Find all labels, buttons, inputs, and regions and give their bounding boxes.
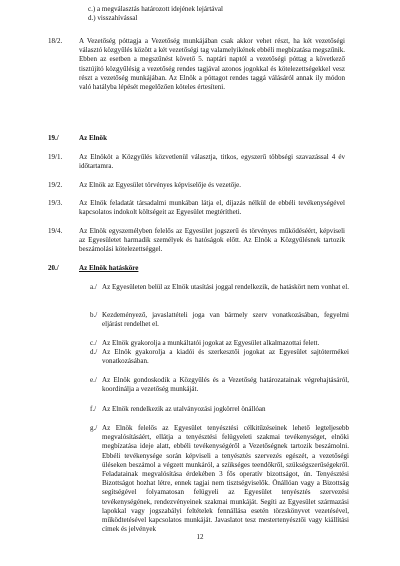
sub-letter: f./ <box>90 405 97 413</box>
sub-text: Kezdeményező, javaslattételi joga van bármely szerv vonatkozásában, fegyelmi eljárást rendelhet el. <box>102 311 349 329</box>
section-number: 20./ <box>48 264 59 272</box>
list-text: a megválasztás határozott idejének lejártával <box>97 5 224 13</box>
sub-text: Az Elnök felelős az Egyesület tenyésztési célkitűzéseinek lehető legteljesebb megvalósításáért, ellátja a tenyésztési felügyeleti szakmai tevékenységet, elnöki megbízatása ideje alatt, ebbéli tevékenységéről a Vezetőségnek tartozik beszámolni. Ebbéli tevékenysége során képviseli a tenyésztés szervezés egészét, a vezetőségi üléseken beszámol a végzett munkáról, a szükséges teendőkről, szükségszerűségekről. Feladatainak megvalósítása érdekében 3 fős operatív bizottságot, ún. Tenyésztési Bizottságot hozhat létre, ennek tagjai nem tisztségviselők. Önállóan vagy a Bizottság segítségével folyamatosan felügyeli az Egyesület tenyésztés szervezési tevékenységének, rendezvényeinek szakmai munkáját. Segíti az Egyesület származási lapokkal vagy jogszabályi feltételek fennállása esetén törzskönyvet vezetésével, működtetésével kapcsolatos munkáját. Javaslatot tesz mestertenyésztői vagy kiállítási címek és jelvények <box>102 424 349 534</box>
sub-letter: d./ <box>90 348 98 356</box>
paragraph-text: Az Elnök feladatát társadalmi munkában látja el, díjazás nélkül de ebbéli tevékenységével kapcsolatos indokolt költségeit az Egyesület megtérítheti. <box>79 199 345 217</box>
sub-letter: g./ <box>90 424 98 432</box>
section-title: Az Elnök hatásköre <box>79 264 139 272</box>
paragraph-text: Az Elnök egyszemélyben felelős az Egyesület jogszerű és törvényes működéséért, képviseli az Egyesületet harmadik személyek és hatóságok előtt. Az Elnök a Közgyűlésnek tartozik beszámolási kötelezettséggel. <box>79 227 345 254</box>
sub-letter: a./ <box>90 283 97 291</box>
list-item-c <box>88 5 348 14</box>
page-number: 12 <box>196 533 204 541</box>
paragraph-number: 19/1. <box>48 153 63 161</box>
sub-text: Az Elnök rendelkezik az utalványozási jogkörrel önállóan <box>102 405 266 413</box>
list-text: visszahívással <box>97 14 138 22</box>
sub-text: Az Elnök gondoskodik a Közgyűlés és a Vezetőség határozatainak végrehajtásáról, koordinálja a vezetőség munkáját. <box>102 376 349 394</box>
paragraph-text: Az Elnök az Egyesület törvényes képviselője és vezetője. <box>79 181 242 189</box>
paragraph-text: Az Elnököt a Közgyűlés közvetlenül választja, titkos, egyszerű többségi szavazással 4 év időtartamra. <box>79 153 345 171</box>
sub-text: Az Elnök gyakorolja a munkáltatói jogokat az Egyesület alkalmazottai felett. <box>102 339 320 347</box>
paragraph-number: 19/3. <box>48 199 63 207</box>
sub-letter: c./ <box>90 339 97 347</box>
paragraph-number: 18/2. <box>48 37 63 45</box>
sub-text: Az Elnök gyakorolja a kiadói és szerkesztői jogokat az Egyesület sajtótermékei vonatkozásában. <box>102 348 349 366</box>
section-title: Az Elnök <box>79 134 107 142</box>
paragraph-text: A Vezetőség póttagja a Vezetőség munkájában csak akkor vehet részt, ha két vezetőségi választó közgyűlés között a két vezetőségi tag valamelyikének ebbéli megbízatása megszűnik. Ebben az esetben a megszűnést követő 5. naptári naptól a vezetőségi póttag a következő tisztújító közgyűlésig a vezetőség rendes tagjával azonos jogokkal és kötelezettségekkel vesz részt a vezetőség munkájában. Az Elnök a póttagot rendes taggá válásáról annak ily módon való hatályba lépését megelőzően köteles értesíteni. <box>79 37 345 92</box>
paragraph-number: 19/2. <box>48 181 63 189</box>
section-number: 19./ <box>48 134 59 142</box>
list-letter: c.) <box>88 5 96 13</box>
list-letter: d.) <box>88 14 96 22</box>
sub-text: Az Egyesületen belül az Elnök utasítási joggal rendelkezik, de hatáskört nem vonhat el. <box>102 283 349 291</box>
list-item-d <box>88 14 348 23</box>
sub-letter: b./ <box>90 311 98 319</box>
sub-letter: e./ <box>90 376 97 384</box>
paragraph-number: 19/4. <box>48 227 63 235</box>
